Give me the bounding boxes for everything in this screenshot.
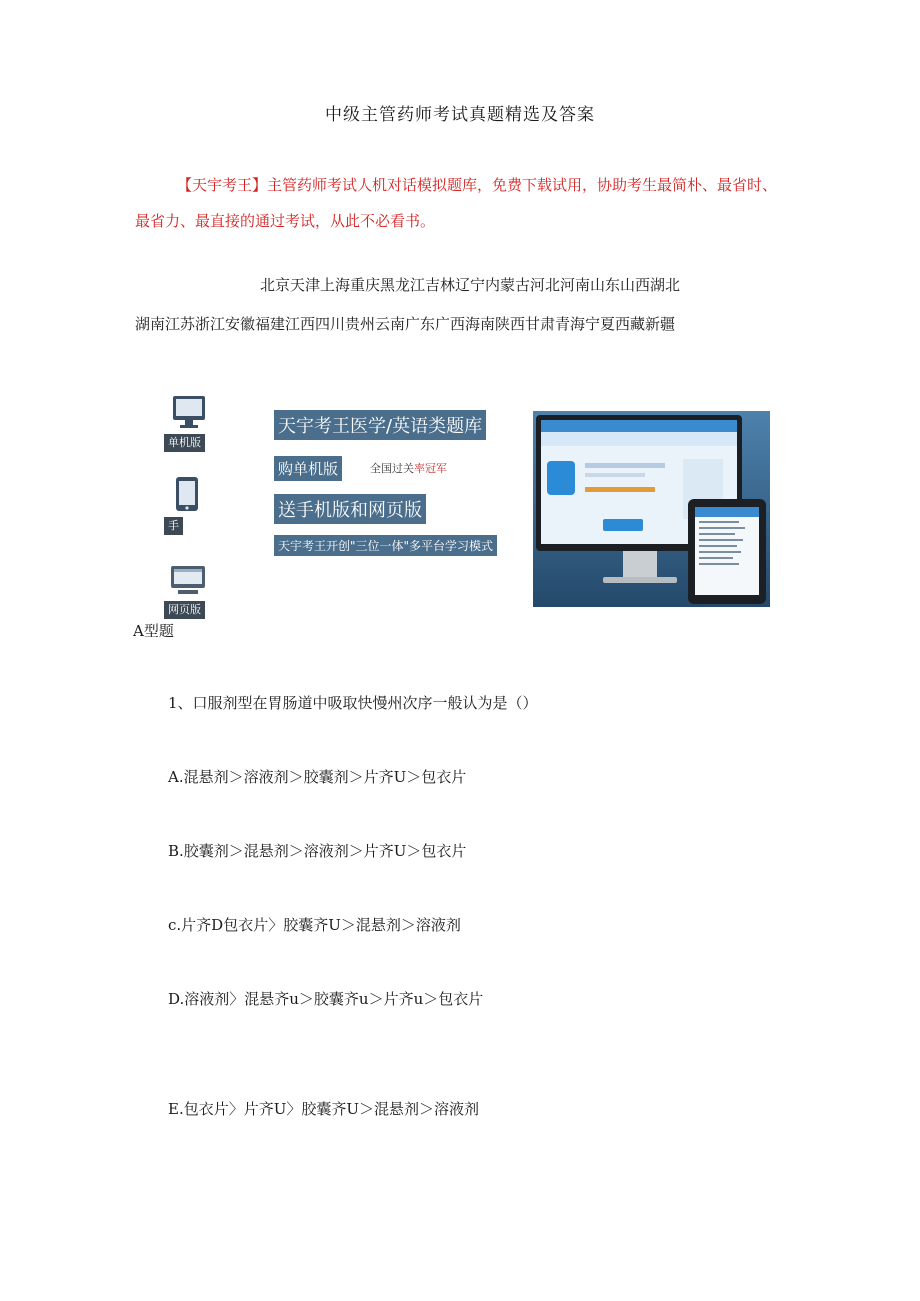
regions-line-1: 北京天津上海重庆黑龙江吉林辽宁内蒙古河北河南山东山西湖北 — [259, 276, 680, 294]
option-a: A.混悬剂＞溶液剂＞胶囊剂＞片齐U＞包衣片 — [168, 768, 467, 786]
web-icon — [170, 564, 204, 598]
gift-text: 送手机版和网页版 — [274, 494, 426, 524]
phone-version-label: 手 — [164, 517, 183, 535]
web-version-label: 网页版 — [164, 601, 205, 619]
desktop-icon — [172, 395, 206, 429]
option-e: E.包衣片〉片齐U〉胶囊齐U＞混悬剂＞溶液剂 — [168, 1100, 480, 1118]
regions-line-2: 湖南江苏浙江安徽福建江西四川贵州云南广东广西海南陕西甘肃青海宁夏西藏新疆 — [135, 315, 676, 333]
pass-rate-tagline: 全国过关率冠军 — [370, 462, 447, 475]
phone-icon — [174, 476, 208, 510]
option-d: D.溶液剂〉混悬齐u＞胶囊齐u＞片齐u＞包衣片 — [168, 990, 484, 1008]
option-b: B.胶囊剂＞混悬剂＞溶液剂＞片齐U＞包衣片 — [168, 842, 467, 860]
product-image — [533, 411, 770, 607]
section-heading: A型题 — [133, 622, 174, 640]
desktop-version-label: 单机版 — [164, 434, 205, 452]
banner-headline: 天宇考王医学/英语类题库 — [274, 410, 486, 440]
page-title: 中级主管药师考试真题精选及答案 — [325, 105, 595, 125]
buy-desktop-button[interactable]: 购单机版 — [274, 456, 342, 481]
slogan-text: 天宇考王开创"三位一体"多平台学习模式 — [274, 535, 497, 556]
question-1: 1、口服剂型在胃肠道中吸取快慢州次序一般认为是（） — [168, 694, 538, 712]
promo-paragraph: 【天宇考王】主管药师考试人机对话模拟题库，免费下载试用，协助考生最简朴、最省时、最省力、最直接的通过考试，从此不必看书。 — [135, 176, 778, 230]
option-c: c.片齐D包衣片〉胶囊齐U＞混悬剂＞溶液剂 — [168, 916, 461, 934]
